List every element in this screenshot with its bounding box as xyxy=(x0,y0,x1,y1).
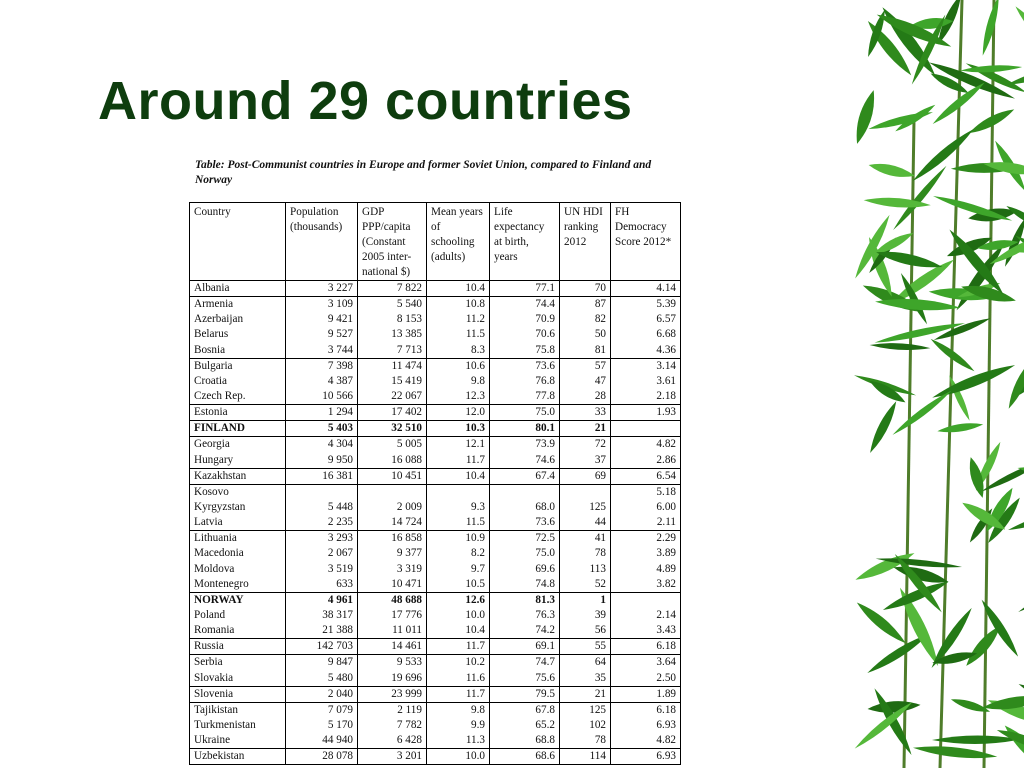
cell-schooling: 10.0 xyxy=(427,608,490,623)
cell-life-expectancy: 67.4 xyxy=(490,468,560,484)
cell-life-expectancy: 77.1 xyxy=(490,281,560,297)
cell-hdi-ranking: 39 xyxy=(560,608,611,623)
table-row xyxy=(190,437,681,453)
cell-country: Turkmenistan xyxy=(190,718,286,733)
cell-population: 5 448 xyxy=(286,500,358,515)
cell-life-expectancy: 74.6 xyxy=(490,453,560,469)
cell-life-expectancy: 75.0 xyxy=(490,405,560,421)
cell-hdi-ranking: 113 xyxy=(560,562,611,577)
bamboo-leaf xyxy=(1005,358,1024,410)
cell-life-expectancy: 74.8 xyxy=(490,577,560,593)
cell-schooling: 11.7 xyxy=(427,686,490,702)
cell-schooling: 8.2 xyxy=(427,546,490,561)
cell-hdi-ranking: 125 xyxy=(560,702,611,718)
cell-population: 9 421 xyxy=(286,312,358,327)
cell-population: 3 293 xyxy=(286,531,358,547)
cell-life-expectancy: 73.9 xyxy=(490,437,560,453)
cell-hdi-ranking: 125 xyxy=(560,500,611,515)
cell-gdp: 14 461 xyxy=(358,639,427,655)
table-row xyxy=(190,453,681,469)
cell-democracy-score: 3.64 xyxy=(611,655,681,671)
table-row xyxy=(190,405,681,421)
cell-population: 4 304 xyxy=(286,437,358,453)
bamboo-leaf xyxy=(851,88,879,145)
cell-population: 16 381 xyxy=(286,468,358,484)
cell-democracy-score: 3.82 xyxy=(611,577,681,593)
cell-schooling: 10.8 xyxy=(427,297,490,313)
table-row xyxy=(190,358,681,374)
cell-country: Moldova xyxy=(190,562,286,577)
cell-schooling: 10.4 xyxy=(427,468,490,484)
cell-democracy-score: 2.18 xyxy=(611,389,681,405)
cell-population: 4 387 xyxy=(286,374,358,389)
cell-hdi-ranking: 102 xyxy=(560,718,611,733)
cell-hdi-ranking: 64 xyxy=(560,655,611,671)
cell-democracy-score: 6.68 xyxy=(611,327,681,342)
cell-population: 2 235 xyxy=(286,515,358,531)
cell-population: 44 940 xyxy=(286,733,358,749)
cell-schooling: 8.3 xyxy=(427,343,490,359)
cell-schooling: 9.7 xyxy=(427,562,490,577)
cell-country: Lithuania xyxy=(190,531,286,547)
cell-hdi-ranking: 35 xyxy=(560,671,611,687)
table-row xyxy=(190,718,681,733)
cell-gdp: 10 451 xyxy=(358,468,427,484)
cell-democracy-score: 2.11 xyxy=(611,515,681,531)
cell-democracy-score: 6.54 xyxy=(611,468,681,484)
bamboo-leaf xyxy=(979,0,1002,57)
cell-gdp: 8 153 xyxy=(358,312,427,327)
cell-life-expectancy: 79.5 xyxy=(490,686,560,702)
cell-country: Ukraine xyxy=(190,733,286,749)
cell-gdp: 9 377 xyxy=(358,546,427,561)
header-schooling: Mean years of schooling (adults) xyxy=(427,203,490,281)
cell-population: 7 398 xyxy=(286,358,358,374)
cell-hdi-ranking: 21 xyxy=(560,421,611,437)
cell-life-expectancy: 74.4 xyxy=(490,297,560,313)
cell-schooling: 11.5 xyxy=(427,515,490,531)
cell-country: Slovakia xyxy=(190,671,286,687)
header-gdp: GDP PPP/capita (Constant 2005 inter-national $) xyxy=(358,203,427,281)
cell-country: Kosovo xyxy=(190,484,286,500)
cell-country: Slovenia xyxy=(190,686,286,702)
cell-hdi-ranking: 69 xyxy=(560,468,611,484)
cell-gdp: 17 402 xyxy=(358,405,427,421)
cell-hdi-ranking: 82 xyxy=(560,312,611,327)
cell-life-expectancy: 68.6 xyxy=(490,749,560,765)
cell-schooling: 11.6 xyxy=(427,671,490,687)
cell-hdi-ranking: 33 xyxy=(560,405,611,421)
cell-democracy-score: 6.18 xyxy=(611,639,681,655)
cell-population: 1 294 xyxy=(286,405,358,421)
bamboo-leaf xyxy=(869,342,930,352)
table-row xyxy=(190,546,681,561)
cell-population: 3 519 xyxy=(286,562,358,577)
cell-democracy-score: 4.14 xyxy=(611,281,681,297)
table-row xyxy=(190,686,681,702)
table-row xyxy=(190,562,681,577)
cell-democracy-score: 4.36 xyxy=(611,343,681,359)
cell-life-expectancy: 76.3 xyxy=(490,608,560,623)
cell-hdi-ranking: 114 xyxy=(560,749,611,765)
cell-democracy-score: 3.14 xyxy=(611,358,681,374)
cell-country: Hungary xyxy=(190,453,286,469)
bamboo-leaf xyxy=(910,126,977,185)
cell-hdi-ranking: 78 xyxy=(560,733,611,749)
cell-gdp: 7 713 xyxy=(358,343,427,359)
header-democracy-score: FH Democracy Score 2012* xyxy=(611,203,681,281)
cell-schooling: 11.3 xyxy=(427,733,490,749)
cell-country: Montenegro xyxy=(190,577,286,593)
cell-life-expectancy: 75.6 xyxy=(490,671,560,687)
cell-population xyxy=(286,484,358,500)
cell-gdp: 9 533 xyxy=(358,655,427,671)
cell-population: 3 109 xyxy=(286,297,358,313)
slide-title: Around 29 countries xyxy=(98,71,633,131)
cell-country: Macedonia xyxy=(190,546,286,561)
cell-life-expectancy: 75.0 xyxy=(490,546,560,561)
table-row xyxy=(190,312,681,327)
cell-schooling: 12.0 xyxy=(427,405,490,421)
cell-democracy-score: 3.61 xyxy=(611,374,681,389)
cell-schooling: 10.6 xyxy=(427,358,490,374)
cell-population: 28 078 xyxy=(286,749,358,765)
cell-schooling: 11.7 xyxy=(427,453,490,469)
cell-democracy-score: 1.89 xyxy=(611,686,681,702)
cell-country: Estonia xyxy=(190,405,286,421)
cell-gdp: 14 724 xyxy=(358,515,427,531)
cell-life-expectancy: 69.6 xyxy=(490,562,560,577)
cell-democracy-score: 6.57 xyxy=(611,312,681,327)
cell-hdi-ranking: 41 xyxy=(560,531,611,547)
cell-country: FINLAND xyxy=(190,421,286,437)
cell-country: Uzbekistan xyxy=(190,749,286,765)
cell-gdp: 32 510 xyxy=(358,421,427,437)
cell-gdp: 5 005 xyxy=(358,437,427,453)
cell-gdp: 16 088 xyxy=(358,453,427,469)
cell-life-expectancy: 68.8 xyxy=(490,733,560,749)
bamboo-stem xyxy=(984,0,994,768)
cell-democracy-score: 2.29 xyxy=(611,531,681,547)
cell-gdp: 19 696 xyxy=(358,671,427,687)
table-row xyxy=(190,639,681,655)
cell-gdp: 2 119 xyxy=(358,702,427,718)
cell-life-expectancy: 73.6 xyxy=(490,515,560,531)
table-row xyxy=(190,281,681,297)
cell-democracy-score: 2.86 xyxy=(611,453,681,469)
cell-democracy-score: 1.93 xyxy=(611,405,681,421)
bamboo-leaf xyxy=(1016,564,1024,616)
table-header xyxy=(190,203,681,281)
cell-gdp: 7 822 xyxy=(358,281,427,297)
cell-life-expectancy: 73.6 xyxy=(490,358,560,374)
cell-life-expectancy: 74.2 xyxy=(490,623,560,639)
cell-hdi-ranking: 78 xyxy=(560,546,611,561)
cell-schooling: 12.1 xyxy=(427,437,490,453)
header-population: Population (thousands) xyxy=(286,203,358,281)
bamboo-leaf xyxy=(866,399,900,455)
cell-schooling: 11.5 xyxy=(427,327,490,342)
cell-schooling: 9.3 xyxy=(427,500,490,515)
cell-democracy-score: 5.39 xyxy=(611,297,681,313)
cell-schooling: 10.0 xyxy=(427,749,490,765)
table-row xyxy=(190,389,681,405)
cell-schooling: 10.4 xyxy=(427,623,490,639)
cell-life-expectancy: 69.1 xyxy=(490,639,560,655)
cell-population: 10 566 xyxy=(286,389,358,405)
cell-population: 633 xyxy=(286,577,358,593)
cell-population: 9 847 xyxy=(286,655,358,671)
cell-schooling: 12.3 xyxy=(427,389,490,405)
cell-democracy-score: 2.14 xyxy=(611,608,681,623)
table-row xyxy=(190,608,681,623)
cell-population: 9 527 xyxy=(286,327,358,342)
cell-gdp: 2 009 xyxy=(358,500,427,515)
cell-schooling: 12.6 xyxy=(427,592,490,608)
cell-country: Bosnia xyxy=(190,343,286,359)
cell-country: Kazakhstan xyxy=(190,468,286,484)
country-table xyxy=(189,202,681,765)
cell-life-expectancy: 67.8 xyxy=(490,702,560,718)
table-row xyxy=(190,733,681,749)
bamboo-leaf xyxy=(867,160,915,181)
cell-gdp: 15 419 xyxy=(358,374,427,389)
cell-hdi-ranking: 37 xyxy=(560,453,611,469)
cell-democracy-score xyxy=(611,421,681,437)
cell-schooling: 11.7 xyxy=(427,639,490,655)
cell-schooling: 9.8 xyxy=(427,374,490,389)
cell-gdp: 23 999 xyxy=(358,686,427,702)
cell-democracy-score: 4.82 xyxy=(611,733,681,749)
cell-hdi-ranking: 47 xyxy=(560,374,611,389)
cell-schooling: 9.8 xyxy=(427,702,490,718)
cell-democracy-score: 3.89 xyxy=(611,546,681,561)
cell-gdp: 48 688 xyxy=(358,592,427,608)
table-row xyxy=(190,297,681,313)
cell-population: 4 961 xyxy=(286,592,358,608)
table-row xyxy=(190,468,681,484)
cell-democracy-score: 4.82 xyxy=(611,437,681,453)
cell-population: 5 403 xyxy=(286,421,358,437)
table-row xyxy=(190,515,681,531)
cell-population: 2 067 xyxy=(286,546,358,561)
cell-hdi-ranking: 87 xyxy=(560,297,611,313)
bamboo-leaf xyxy=(867,699,921,714)
table-row xyxy=(190,327,681,342)
cell-country: Russia xyxy=(190,639,286,655)
cell-schooling xyxy=(427,484,490,500)
cell-life-expectancy xyxy=(490,484,560,500)
table-row xyxy=(190,500,681,515)
cell-gdp: 10 471 xyxy=(358,577,427,593)
cell-country: Tajikistan xyxy=(190,702,286,718)
cell-life-expectancy: 74.7 xyxy=(490,655,560,671)
cell-life-expectancy: 80.1 xyxy=(490,421,560,437)
cell-schooling: 11.2 xyxy=(427,312,490,327)
bamboo-leaf xyxy=(937,421,984,435)
cell-hdi-ranking: 72 xyxy=(560,437,611,453)
table-row xyxy=(190,749,681,765)
cell-hdi-ranking: 1 xyxy=(560,592,611,608)
cell-country: Bulgaria xyxy=(190,358,286,374)
cell-democracy-score: 5.18 xyxy=(611,484,681,500)
cell-democracy-score: 2.50 xyxy=(611,671,681,687)
cell-life-expectancy: 70.9 xyxy=(490,312,560,327)
cell-gdp: 13 385 xyxy=(358,327,427,342)
cell-hdi-ranking: 57 xyxy=(560,358,611,374)
cell-life-expectancy: 68.0 xyxy=(490,500,560,515)
cell-population: 21 388 xyxy=(286,623,358,639)
cell-population: 2 040 xyxy=(286,686,358,702)
cell-country: Armenia xyxy=(190,297,286,313)
cell-hdi-ranking: 55 xyxy=(560,639,611,655)
cell-schooling: 10.5 xyxy=(427,577,490,593)
cell-gdp: 11 011 xyxy=(358,623,427,639)
cell-population: 5 480 xyxy=(286,671,358,687)
table-row xyxy=(190,343,681,359)
cell-country: Georgia xyxy=(190,437,286,453)
cell-democracy-score: 6.93 xyxy=(611,718,681,733)
table-body xyxy=(190,281,681,765)
cell-schooling: 10.4 xyxy=(427,281,490,297)
cell-hdi-ranking: 50 xyxy=(560,327,611,342)
cell-population: 7 079 xyxy=(286,702,358,718)
cell-hdi-ranking: 81 xyxy=(560,343,611,359)
cell-gdp: 17 776 xyxy=(358,608,427,623)
cell-gdp: 11 474 xyxy=(358,358,427,374)
cell-schooling: 10.3 xyxy=(427,421,490,437)
cell-country: Azerbaijan xyxy=(190,312,286,327)
cell-life-expectancy: 70.6 xyxy=(490,327,560,342)
cell-hdi-ranking: 28 xyxy=(560,389,611,405)
cell-country: Albania xyxy=(190,281,286,297)
cell-country: Kyrgyzstan xyxy=(190,500,286,515)
cell-population: 3 744 xyxy=(286,343,358,359)
table-row xyxy=(190,421,681,437)
table-caption: Table: Post-Communist countries in Europe and former Soviet Union, compared to Finland and Norway xyxy=(195,159,652,186)
cell-schooling: 10.2 xyxy=(427,655,490,671)
cell-life-expectancy: 76.8 xyxy=(490,374,560,389)
cell-democracy-score xyxy=(611,592,681,608)
table-row xyxy=(190,577,681,593)
cell-democracy-score: 6.18 xyxy=(611,702,681,718)
table-row xyxy=(190,655,681,671)
cell-schooling: 10.9 xyxy=(427,531,490,547)
cell-hdi-ranking: 70 xyxy=(560,281,611,297)
cell-life-expectancy: 77.8 xyxy=(490,389,560,405)
table-row xyxy=(190,623,681,639)
cell-democracy-score: 3.43 xyxy=(611,623,681,639)
cell-gdp: 3 201 xyxy=(358,749,427,765)
cell-population: 3 227 xyxy=(286,281,358,297)
cell-population: 38 317 xyxy=(286,608,358,623)
cell-country: Croatia xyxy=(190,374,286,389)
bamboo-leaf xyxy=(1001,721,1024,768)
cell-gdp xyxy=(358,484,427,500)
cell-gdp: 6 428 xyxy=(358,733,427,749)
cell-gdp: 5 540 xyxy=(358,297,427,313)
cell-hdi-ranking xyxy=(560,484,611,500)
cell-life-expectancy: 65.2 xyxy=(490,718,560,733)
cell-country: Romania xyxy=(190,623,286,639)
table-row xyxy=(190,484,681,500)
bamboo-leaf xyxy=(1013,4,1024,53)
cell-hdi-ranking: 21 xyxy=(560,686,611,702)
cell-country: Czech Rep. xyxy=(190,389,286,405)
cell-life-expectancy: 81.3 xyxy=(490,592,560,608)
cell-life-expectancy: 75.8 xyxy=(490,343,560,359)
cell-gdp: 16 858 xyxy=(358,531,427,547)
cell-gdp: 22 067 xyxy=(358,389,427,405)
cell-democracy-score: 6.00 xyxy=(611,500,681,515)
table-row xyxy=(190,702,681,718)
cell-life-expectancy: 72.5 xyxy=(490,531,560,547)
cell-hdi-ranking: 52 xyxy=(560,577,611,593)
cell-country: Serbia xyxy=(190,655,286,671)
header-life-expectancy: Life expectancy at birth, years xyxy=(490,203,560,281)
cell-schooling: 9.9 xyxy=(427,718,490,733)
table-row xyxy=(190,531,681,547)
cell-population: 142 703 xyxy=(286,639,358,655)
header-country: Country xyxy=(190,203,286,281)
cell-gdp: 3 319 xyxy=(358,562,427,577)
table-row xyxy=(190,592,681,608)
cell-population: 9 950 xyxy=(286,453,358,469)
table-row xyxy=(190,374,681,389)
cell-hdi-ranking: 44 xyxy=(560,515,611,531)
header-hdi-ranking: UN HDI ranking 2012 xyxy=(560,203,611,281)
bamboo-leaves-image xyxy=(844,0,1024,768)
cell-country: Latvia xyxy=(190,515,286,531)
cell-country: NORWAY xyxy=(190,592,286,608)
cell-democracy-score: 6.93 xyxy=(611,749,681,765)
table-row xyxy=(190,671,681,687)
cell-gdp: 7 782 xyxy=(358,718,427,733)
cell-hdi-ranking: 56 xyxy=(560,623,611,639)
cell-country: Poland xyxy=(190,608,286,623)
cell-population: 5 170 xyxy=(286,718,358,733)
cell-democracy-score: 4.89 xyxy=(611,562,681,577)
cell-country: Belarus xyxy=(190,327,286,342)
